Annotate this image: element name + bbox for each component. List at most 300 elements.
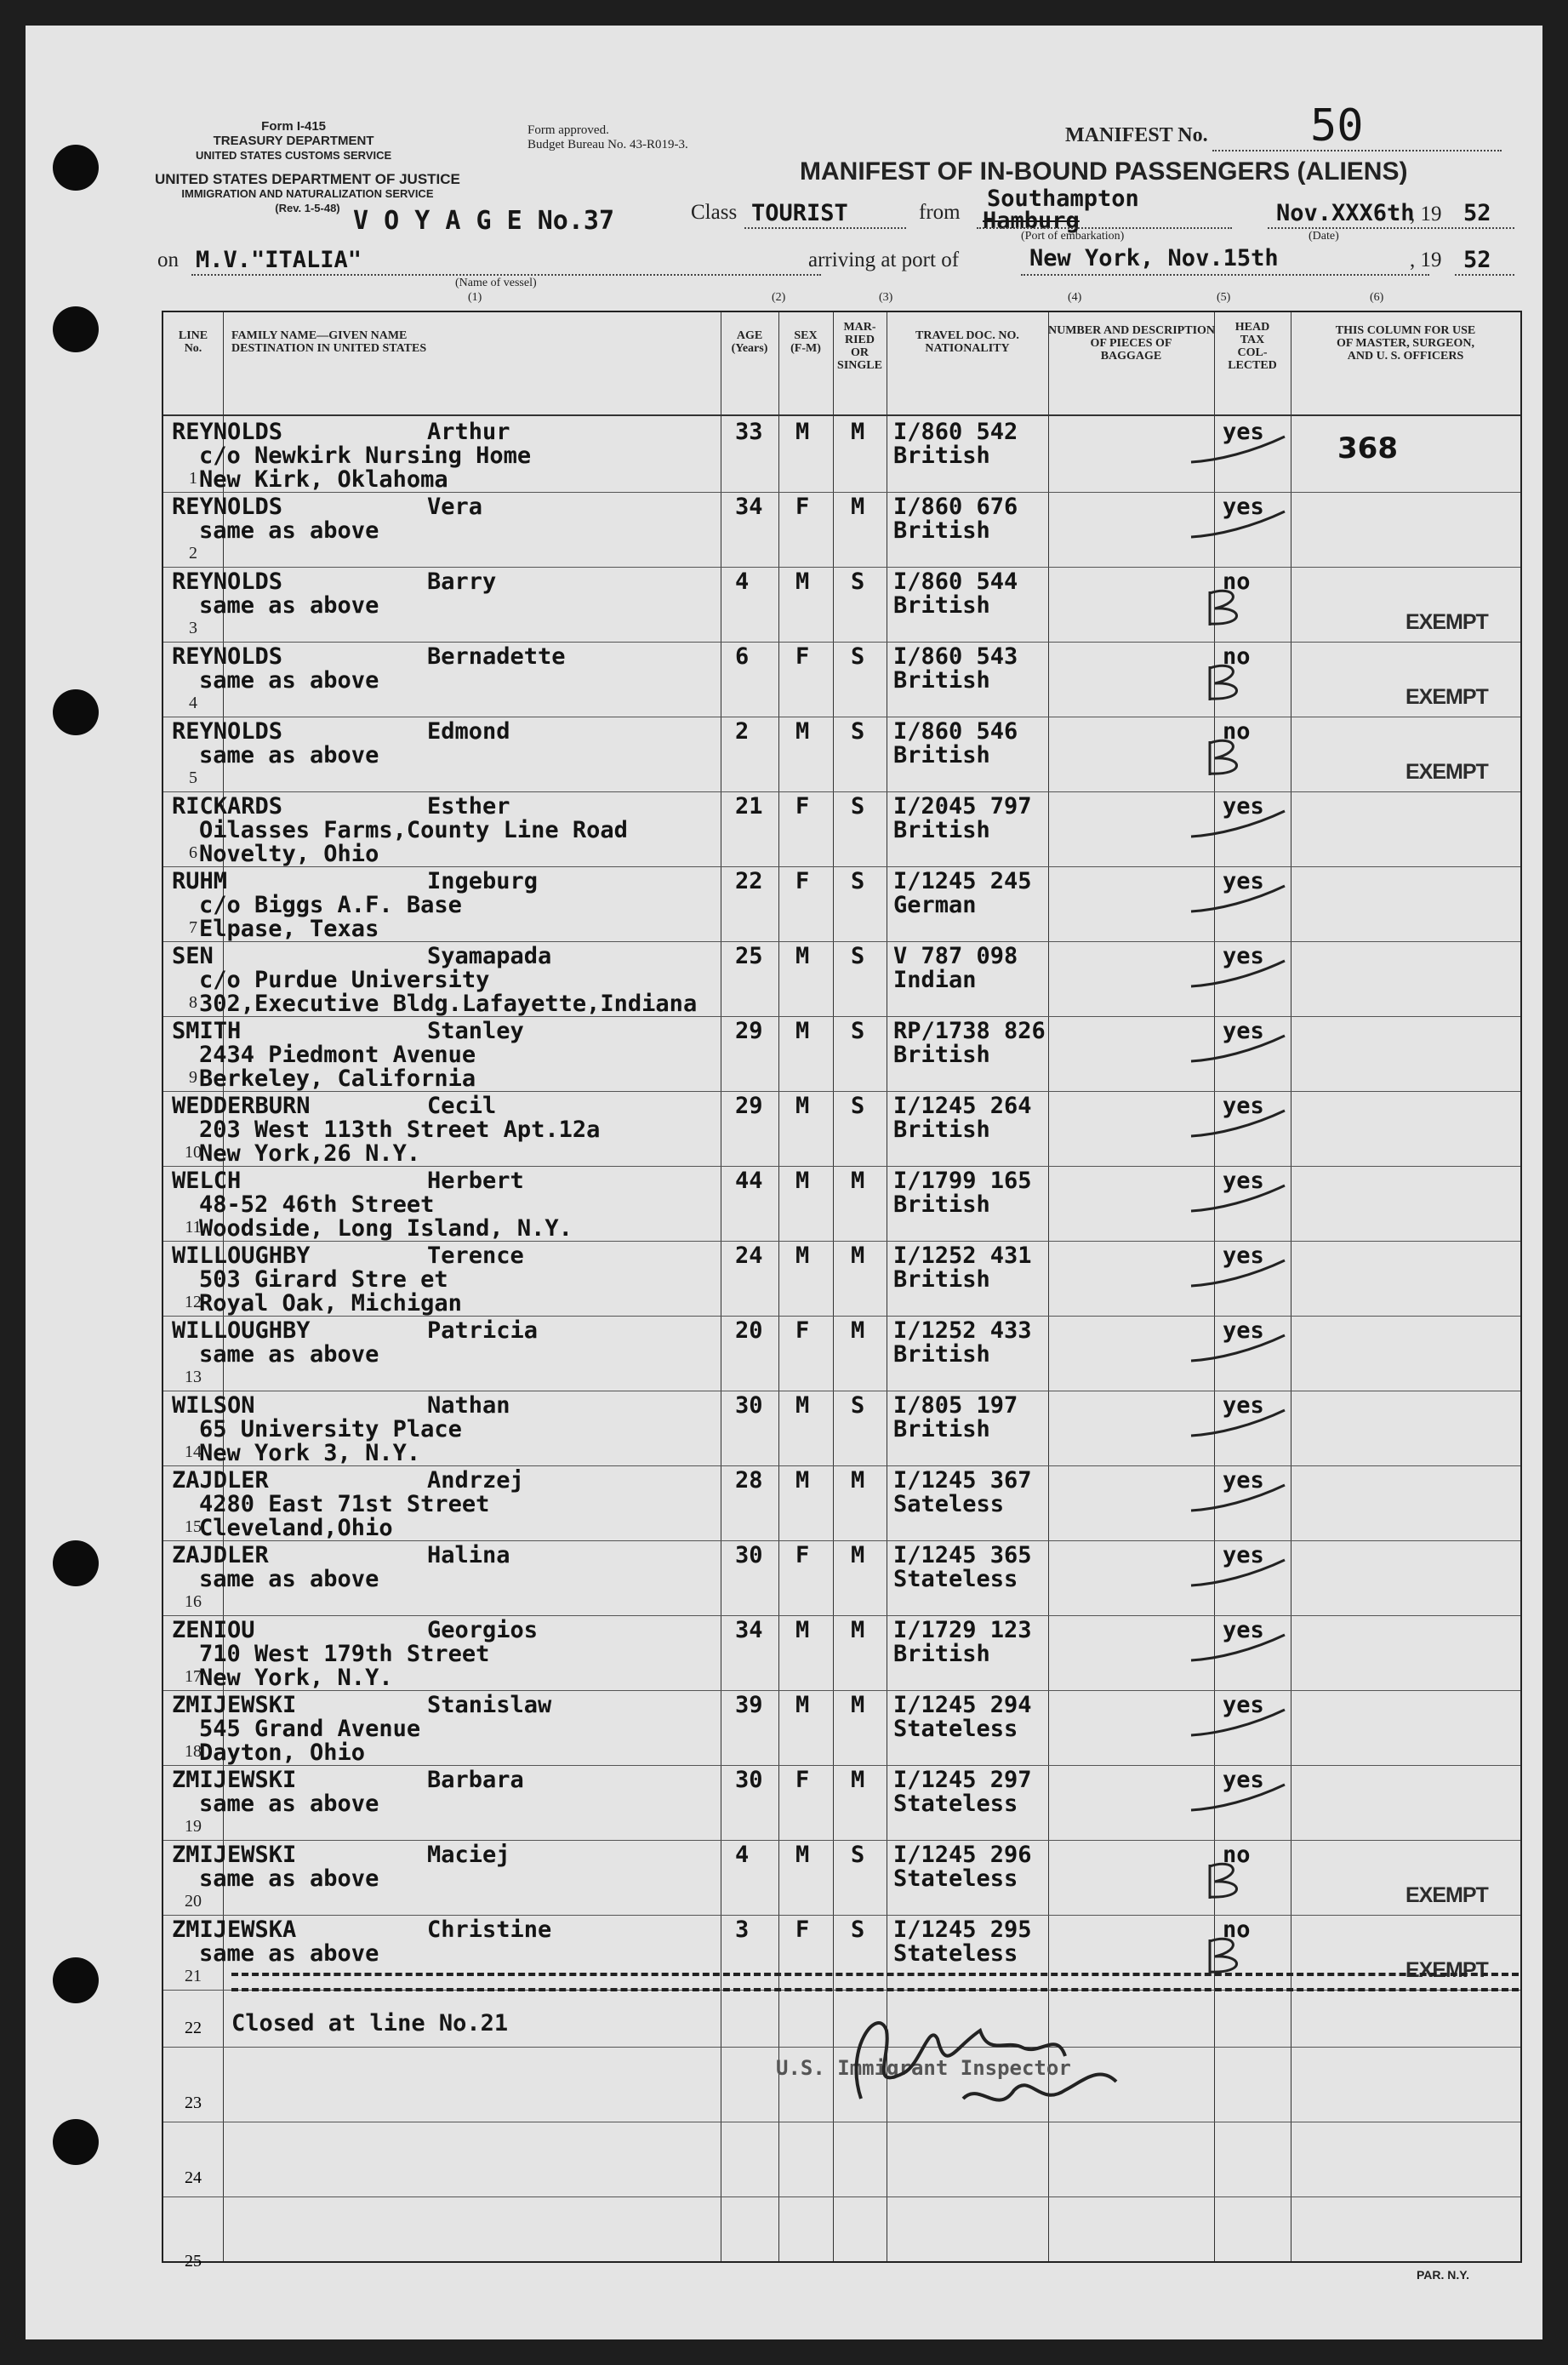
line-number: 23: [185, 2094, 202, 2112]
age: 21: [735, 793, 763, 820]
line-number: 6: [189, 843, 197, 862]
nationality: British: [893, 517, 990, 544]
destination-line-1: same as above: [199, 1791, 379, 1817]
destination-line-2: Berkeley, California: [199, 1065, 476, 1092]
from-label: from: [919, 201, 961, 224]
tick-mark: [1184, 1025, 1286, 1077]
travel-doc-number: I/1245 245: [893, 868, 1032, 894]
given-name: Barry: [427, 568, 497, 595]
given-name: Cecil: [427, 1093, 497, 1119]
marital-status: S: [851, 643, 865, 670]
family-name: ZMIJEWSKI: [172, 1842, 297, 1868]
sex: M: [795, 568, 810, 595]
travel-doc-number: I/860 543: [893, 643, 1018, 670]
head-tax-collected: yes: [1223, 1317, 1264, 1344]
table-row: [163, 792, 1520, 867]
given-name: Christine: [427, 1917, 552, 1943]
arriving-label: arriving at port of: [808, 248, 960, 271]
sex: M: [795, 1467, 810, 1494]
table-row: [163, 1841, 1520, 1916]
given-name: Patricia: [427, 1317, 539, 1344]
marital-status: M: [851, 1467, 865, 1494]
sex: F: [795, 868, 810, 894]
col-married: MAR- RIED OR SINGLE: [837, 321, 882, 372]
tick-mark: [1184, 1699, 1286, 1751]
justice-block: UNITED STATES DEPARTMENT OF JUSTICE IMMIGRATION AND NATURALIZATION SERVICE (Rev. 1-5-48): [155, 171, 460, 214]
age: 30: [735, 1392, 763, 1419]
marital-status: S: [851, 793, 865, 820]
line-number: 25: [185, 2252, 202, 2271]
class-label: Class: [691, 201, 738, 224]
marital-status: M: [851, 1542, 865, 1568]
head-tax-collected: no: [1223, 718, 1251, 745]
age: 28: [735, 1467, 763, 1494]
family-name: REYNOLDS: [172, 643, 283, 670]
nationality: British: [893, 443, 990, 469]
age: 29: [735, 1093, 763, 1119]
closed-at-line: Closed at line No.21: [231, 2010, 509, 2037]
family-name: REYNOLDS: [172, 568, 283, 595]
age: 24: [735, 1242, 763, 1269]
nationality: Stateless: [893, 1791, 1018, 1817]
tick-mark: [1184, 1325, 1286, 1376]
head-tax-collected: yes: [1223, 419, 1264, 445]
destination-line-2: Novelty, Ohio: [199, 841, 379, 867]
tick-mark: [1184, 1550, 1286, 1601]
given-name: Esther: [427, 793, 510, 820]
passenger-rows: [163, 418, 1520, 1991]
destination-line-2: New York, N.Y.: [199, 1665, 393, 1691]
table-row: [163, 1616, 1520, 1691]
age: 4: [735, 568, 750, 595]
punch-hole: [53, 2119, 99, 2165]
sex: M: [795, 1242, 810, 1269]
destination-line-1: 48-52 46th Street: [199, 1191, 435, 1218]
destination-line-2: New York 3, N.Y.: [199, 1440, 421, 1466]
line-number: 16: [185, 1592, 202, 1611]
head-tax-collected: yes: [1223, 1767, 1264, 1793]
manifest-page: [26, 26, 1542, 2339]
tick-mark: [1184, 726, 1286, 777]
nationality: British: [893, 1266, 990, 1293]
printer-mark: PAR. N.Y.: [1417, 2268, 1469, 2282]
head-tax-collected: yes: [1223, 868, 1264, 894]
arrival-year: 52: [1463, 247, 1491, 273]
marital-status: M: [851, 1617, 865, 1643]
marital-status: M: [851, 1692, 865, 1718]
travel-doc-number: I/1729 123: [893, 1617, 1032, 1643]
sex: M: [795, 1018, 810, 1044]
date-caption: (Date): [1309, 230, 1339, 243]
destination-line-1: c/o Biggs A.F. Base: [199, 892, 462, 918]
sex: M: [795, 1842, 810, 1868]
marital-status: S: [851, 868, 865, 894]
head-tax-collected: yes: [1223, 1242, 1264, 1269]
inspector-signature: [810, 1997, 1167, 2133]
family-name: ZMIJEWSKI: [172, 1692, 297, 1718]
passenger-table: [162, 311, 1522, 2271]
table-row: [163, 1391, 1520, 1466]
family-name: ZAJDLER: [172, 1542, 269, 1568]
given-name: Nathan: [427, 1392, 510, 1419]
marital-status: M: [851, 419, 865, 445]
tick-mark: [1184, 801, 1286, 852]
destination-line-2: Dayton, Ohio: [199, 1739, 366, 1766]
destination-line-1: 203 West 113th Street Apt.12a: [199, 1117, 601, 1143]
sex: M: [795, 1093, 810, 1119]
marital-status: S: [851, 1917, 865, 1943]
destination-line-2: New York,26 N.Y.: [199, 1140, 421, 1167]
table-row: [163, 717, 1520, 792]
head-tax-collected: no: [1223, 1917, 1251, 1943]
sex: M: [795, 943, 810, 969]
voyage-number: V O Y A G E No.37: [353, 206, 615, 236]
line-number: 20: [185, 1892, 202, 1911]
tick-mark: [1184, 1774, 1286, 1825]
line-number: 11: [185, 1218, 202, 1237]
sex: M: [795, 1392, 810, 1419]
head-tax-collected: yes: [1223, 1168, 1264, 1194]
line-number: 4: [189, 694, 197, 712]
marital-status: S: [851, 1018, 865, 1044]
table-row: [163, 568, 1520, 643]
destination-line-1: same as above: [199, 1865, 379, 1892]
age: 20: [735, 1317, 763, 1344]
table-row: [163, 1167, 1520, 1242]
travel-doc-number: I/1245 264: [893, 1093, 1032, 1119]
destination-line-1: same as above: [199, 517, 379, 544]
destination-line-1: 503 Girard Stre et: [199, 1266, 448, 1293]
given-name: Terence: [427, 1242, 524, 1269]
col-name: FAMILY NAME—GIVEN NAME DESTINATION IN UNITED STATES: [231, 329, 427, 355]
marital-status: S: [851, 718, 865, 745]
destination-line-1: same as above: [199, 1341, 379, 1368]
head-tax-collected: yes: [1223, 1093, 1264, 1119]
sex: M: [795, 419, 810, 445]
sex: M: [795, 1617, 810, 1643]
line-number: 14: [185, 1442, 202, 1461]
tick-mark: [1184, 876, 1286, 927]
family-name: RUHM: [172, 868, 228, 894]
family-name: ZAJDLER: [172, 1467, 269, 1494]
family-name: SMITH: [172, 1018, 242, 1044]
travel-doc-number: I/1245 365: [893, 1542, 1032, 1568]
travel-doc-number: RP/1738 826: [893, 1018, 1046, 1044]
marital-status: S: [851, 943, 865, 969]
sex: F: [795, 793, 810, 820]
given-name: Vera: [427, 494, 483, 520]
punch-hole: [53, 1540, 99, 1586]
marital-status: S: [851, 1392, 865, 1419]
inspector-title: U.S. Immigrant Inspector: [776, 2056, 1071, 2080]
travel-doc-number: I/860 542: [893, 419, 1018, 445]
line-number: 22: [185, 2019, 202, 2037]
col-line: LINE No.: [178, 329, 208, 355]
line-number: 8: [189, 993, 197, 1012]
head-tax-collected: yes: [1223, 1018, 1264, 1044]
exempt-stamp: EXEMPT: [1405, 1958, 1488, 1982]
head-tax-collected: yes: [1223, 1467, 1264, 1494]
nationality: Stateless: [893, 1940, 1018, 1967]
given-name: Barbara: [427, 1767, 524, 1793]
manifest-number: 50: [1310, 100, 1364, 151]
sex: F: [795, 1767, 810, 1793]
table-row: [163, 1691, 1520, 1766]
head-tax-collected: no: [1223, 568, 1251, 595]
table-row: [163, 1317, 1520, 1391]
col-age: AGE (Years): [731, 329, 768, 355]
nationality: British: [893, 1641, 990, 1667]
destination-line-1: 710 West 179th Street: [199, 1641, 490, 1667]
family-name: REYNOLDS: [172, 718, 283, 745]
col-num-3: (3): [879, 291, 893, 304]
destination-line-1: same as above: [199, 592, 379, 619]
budget-block: Form approved. Budget Bureau No. 43-R019-3.: [527, 123, 688, 151]
tick-mark: [1184, 1175, 1286, 1226]
given-name: Stanley: [427, 1018, 524, 1044]
destination-line-1: c/o Purdue University: [199, 967, 490, 993]
col-num-2: (2): [772, 291, 786, 304]
treasury-block: Form I-415 TREASURY DEPARTMENT UNITED STATES CUSTOMS SERVICE: [196, 119, 392, 162]
destination-line-1: same as above: [199, 742, 379, 768]
exempt-stamp: EXEMPT: [1405, 760, 1488, 784]
family-name: WEDDERBURN: [172, 1093, 311, 1119]
table-row: [163, 418, 1520, 493]
vessel-caption: (Name of vessel): [455, 277, 537, 289]
punch-hole: [53, 145, 99, 191]
family-name: REYNOLDS: [172, 494, 283, 520]
table-row: [163, 1541, 1520, 1616]
travel-doc-number: I/2045 797: [893, 793, 1032, 820]
punch-hole: [53, 306, 99, 352]
given-name: Halina: [427, 1542, 510, 1568]
destination-line-1: Oilasses Farms,County Line Road: [199, 817, 628, 843]
nationality: Indian: [893, 967, 977, 993]
table-row: [163, 1092, 1520, 1167]
family-name: ZMIJEWSKI: [172, 1767, 297, 1793]
travel-doc-number: I/805 197: [893, 1392, 1018, 1419]
travel-doc-number: I/1252 433: [893, 1317, 1032, 1344]
marital-status: M: [851, 1242, 865, 1269]
tick-mark: [1184, 651, 1286, 702]
nationality: British: [893, 1341, 990, 1368]
destination-line-2: Elpase, Texas: [199, 916, 379, 942]
head-tax-collected: yes: [1223, 943, 1264, 969]
line-number: 10: [185, 1143, 202, 1162]
nationality: British: [893, 742, 990, 768]
exempt-stamp: EXEMPT: [1405, 1883, 1488, 1907]
col-travel-doc: TRAVEL DOC. NO. NATIONALITY: [915, 329, 1019, 355]
travel-doc-number: I/1799 165: [893, 1168, 1032, 1194]
given-name: Syamapada: [427, 943, 552, 969]
table-row: [163, 493, 1520, 568]
officer-number: 368: [1337, 431, 1398, 466]
travel-doc-number: I/1245 294: [893, 1692, 1032, 1718]
class-value: TOURIST: [751, 200, 848, 226]
line-number: 19: [185, 1817, 202, 1836]
travel-doc-number: I/860 546: [893, 718, 1018, 745]
nationality: British: [893, 817, 990, 843]
col-officers: THIS COLUMN FOR USE OF MASTER, SURGEON, AND U. S. OFFICERS: [1335, 324, 1476, 363]
family-name: WILSON: [172, 1392, 255, 1419]
family-name: REYNOLDS: [172, 419, 283, 445]
tick-mark: [1184, 501, 1286, 552]
col-num-1: (1): [468, 291, 482, 304]
on-label: on: [157, 248, 179, 271]
destination-line-1: 545 Grand Avenue: [199, 1716, 421, 1742]
travel-doc-number: V 787 098: [893, 943, 1018, 969]
age: 34: [735, 494, 763, 520]
marital-status: M: [851, 1767, 865, 1793]
arrival-port-date: New York, Nov.15th: [1029, 245, 1279, 271]
vessel-name: M.V."ITALIA": [196, 247, 362, 273]
sex: M: [795, 1168, 810, 1194]
head-tax-collected: no: [1223, 1842, 1251, 1868]
age: 34: [735, 1617, 763, 1643]
embark-year: 52: [1463, 200, 1491, 226]
age: 30: [735, 1542, 763, 1568]
marital-status: S: [851, 568, 865, 595]
embark-date: Nov.XXX6th: [1276, 200, 1415, 226]
col-head-tax: HEAD TAX COL- LECTED: [1228, 321, 1277, 372]
marital-status: M: [851, 494, 865, 520]
manifest-label: MANIFEST No.: [1065, 124, 1208, 146]
travel-doc-number: I/1245 296: [893, 1842, 1032, 1868]
nationality: British: [893, 592, 990, 619]
marital-status: M: [851, 1168, 865, 1194]
given-name: Ingeburg: [427, 868, 539, 894]
travel-doc-number: I/1245 295: [893, 1917, 1032, 1943]
exempt-stamp: EXEMPT: [1405, 685, 1488, 709]
line-number: 17: [185, 1667, 202, 1686]
given-name: Bernadette: [427, 643, 566, 670]
travel-doc-number: I/1252 431: [893, 1242, 1032, 1269]
tick-mark: [1184, 1924, 1286, 1975]
struck-port: Hamburg: [983, 208, 1080, 234]
head-tax-collected: no: [1223, 643, 1251, 670]
destination-line-1: 4280 East 71st Street: [199, 1491, 490, 1517]
given-name: Arthur: [427, 419, 510, 445]
family-name: WILLOUGHBY: [172, 1317, 311, 1344]
tick-mark: [1184, 1475, 1286, 1526]
marital-status: M: [851, 1317, 865, 1344]
nationality: British: [893, 1416, 990, 1442]
family-name: ZENIOU: [172, 1617, 255, 1643]
age: 29: [735, 1018, 763, 1044]
age: 2: [735, 718, 750, 745]
line-number: 9: [189, 1068, 197, 1087]
family-name: ZMIJEWSKA: [172, 1917, 297, 1943]
head-tax-collected: yes: [1223, 1392, 1264, 1419]
given-name: Herbert: [427, 1168, 524, 1194]
table-row: [163, 1466, 1520, 1541]
sex: M: [795, 718, 810, 745]
head-tax-collected: yes: [1223, 1692, 1264, 1718]
line-number: 12: [185, 1293, 202, 1311]
table-row: [163, 1242, 1520, 1317]
col-num-5: (5): [1217, 291, 1231, 304]
tick-mark: [1184, 1100, 1286, 1151]
nationality: Stateless: [893, 1566, 1018, 1592]
tick-mark: [1184, 426, 1286, 477]
destination-line-1: same as above: [199, 667, 379, 694]
sex: F: [795, 1542, 810, 1568]
tick-mark: [1184, 576, 1286, 627]
marital-status: S: [851, 1842, 865, 1868]
destination-line-1: same as above: [199, 1566, 379, 1592]
col-sex: SEX (F-M): [790, 329, 821, 355]
family-name: WILLOUGHBY: [172, 1242, 311, 1269]
line-number: 15: [185, 1517, 202, 1536]
destination-line-1: same as above: [199, 1940, 379, 1967]
col-baggage: NUMBER AND DESCRIPTION OF PIECES OF BAGGAGE: [1048, 324, 1216, 363]
head-tax-collected: yes: [1223, 1617, 1264, 1643]
destination-line-2: Royal Oak, Michigan: [199, 1290, 462, 1317]
head-tax-collected: yes: [1223, 793, 1264, 820]
age: 3: [735, 1917, 750, 1943]
line-number: 3: [189, 619, 197, 637]
destination-line-1: c/o Newkirk Nursing Home: [199, 443, 532, 469]
tick-mark: [1184, 1625, 1286, 1676]
given-name: Maciej: [427, 1842, 510, 1868]
age: 39: [735, 1692, 763, 1718]
sex: F: [795, 1917, 810, 1943]
nationality: British: [893, 1042, 990, 1068]
destination-line-1: 2434 Piedmont Avenue: [199, 1042, 476, 1068]
table-row: [163, 942, 1520, 1017]
family-name: RICKARDS: [172, 793, 283, 820]
travel-doc-number: I/1245 297: [893, 1767, 1032, 1793]
given-name: Georgios: [427, 1617, 539, 1643]
nationality: British: [893, 1191, 990, 1218]
punch-hole: [53, 689, 99, 735]
age: 44: [735, 1168, 763, 1194]
closing-section: [163, 1973, 1520, 2271]
age: 4: [735, 1842, 750, 1868]
destination-line-2: Woodside, Long Island, N.Y.: [199, 1215, 573, 1242]
travel-doc-number: I/860 676: [893, 494, 1018, 520]
destination-line-2: New Kirk, Oklahoma: [199, 466, 448, 493]
given-name: Andrzej: [427, 1467, 524, 1494]
age: 22: [735, 868, 763, 894]
tick-mark: [1184, 951, 1286, 1002]
sex: F: [795, 494, 810, 520]
sex: F: [795, 1317, 810, 1344]
line-number: 2: [189, 544, 197, 563]
family-name: WELCH: [172, 1168, 242, 1194]
port-caption: (Port of embarkation): [1021, 230, 1125, 243]
table-row: [163, 643, 1520, 717]
age: 30: [735, 1767, 763, 1793]
marital-status: S: [851, 1093, 865, 1119]
nationality: Sateless: [893, 1491, 1005, 1517]
age: 25: [735, 943, 763, 969]
sex: F: [795, 643, 810, 670]
tick-mark: [1184, 1400, 1286, 1451]
year-prefix: , 19: [1410, 203, 1442, 226]
punch-hole: [53, 1957, 99, 2003]
travel-doc-number: I/1245 367: [893, 1467, 1032, 1494]
destination-line-2: 302,Executive Bldg.Lafayette,Indiana: [199, 991, 698, 1017]
tick-mark: [1184, 1250, 1286, 1301]
nationality: British: [893, 667, 990, 694]
family-name: SEN: [172, 943, 214, 969]
table-row: [163, 1766, 1520, 1841]
line-number: 5: [189, 768, 197, 787]
sex: M: [795, 1692, 810, 1718]
given-name: Stanislaw: [427, 1692, 552, 1718]
line-number: 7: [189, 918, 197, 937]
